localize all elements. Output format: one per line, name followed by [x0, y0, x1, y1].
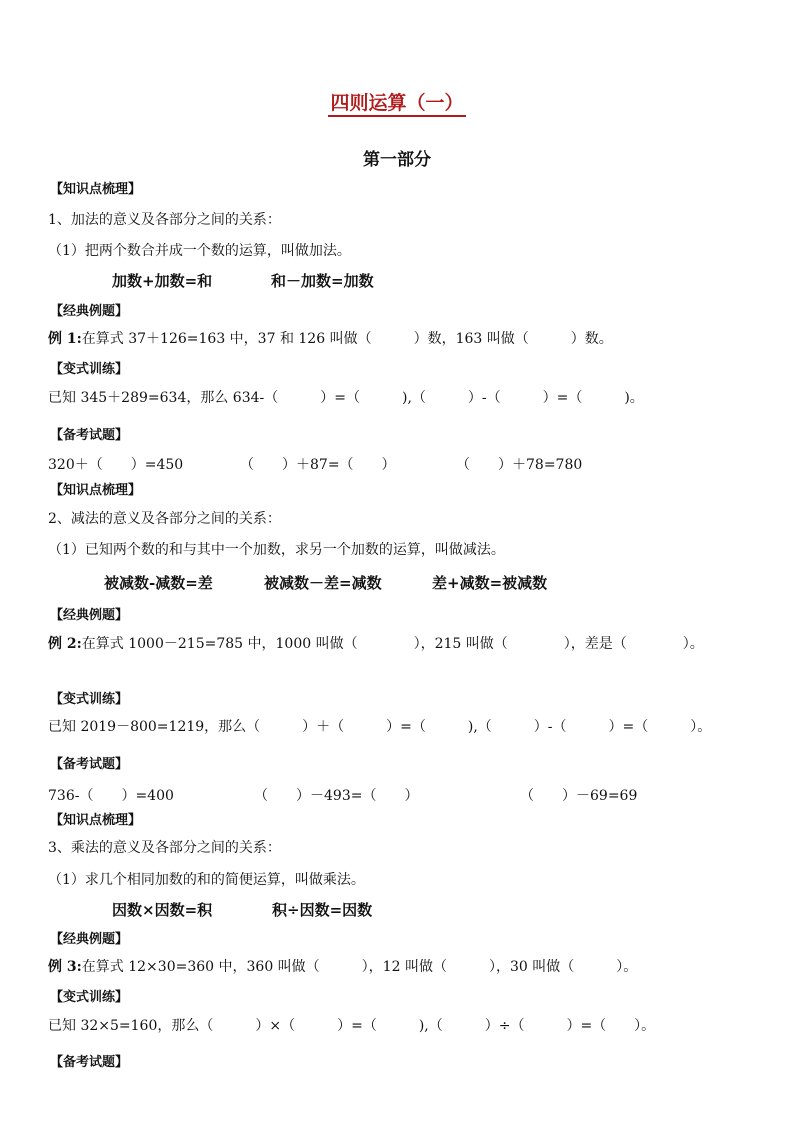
training-header-1: 【变式训练】 [50, 362, 129, 377]
example-header-3: 【经典例题】 [50, 932, 129, 947]
addition-formula-2: 和－加数=加数 [271, 272, 374, 290]
multiplication-definition: （1）求几个相同加数的和的简便运算，叫做乘法。 [48, 872, 365, 888]
example-3-label: 例 3: [48, 959, 82, 975]
training-1: 已知 345＋289=634，那么 634-（ ）=（ ),（ ）-（ ）=（ )。 [48, 390, 644, 406]
example-1-text: 在算式 37＋126=163 中，37 和 126 叫做（ ）数，163 叫做（ ）数。 [81, 331, 613, 347]
knowledge-header-2: 【知识点梳理】 [50, 483, 142, 498]
exam-2-q1: 736-（ ）=400 [48, 788, 174, 804]
exam-1-q3: （ ）＋78=780 [456, 457, 583, 473]
example-2-label: 例 2: [48, 636, 82, 652]
exam-header-1: 【备考试题】 [50, 428, 129, 443]
subtraction-definition: （1）已知两个数的和与其中一个加数，求另一个加数的运算，叫做减法。 [48, 542, 505, 558]
example-2-text: 在算式 1000－215=785 中，1000 叫做（ ），215 叫做（ ），差是（ ）。 [81, 636, 704, 652]
example-3-text: 在算式 12×30=360 中，360 叫做（ ），12 叫做（ ），30 叫做（ ）。 [81, 959, 638, 975]
subtraction-formula-1: 被减数-减数=差 [104, 574, 213, 592]
example-header-2: 【经典例题】 [50, 608, 129, 623]
exam-header-3: 【备考试题】 [50, 1055, 129, 1070]
multiplication-heading: 3、乘法的意义及各部分之间的关系： [48, 840, 281, 856]
subtraction-formula-2: 被减数－差=减数 [264, 574, 382, 592]
training-3: 已知 32×5=160，那么（ ）×（ ）=（ ),（ ）÷（ ）=（ ）。 [48, 1018, 656, 1034]
knowledge-header-3: 【知识点梳理】 [50, 813, 142, 828]
training-header-3: 【变式训练】 [50, 990, 129, 1005]
example-1 [48, 329, 613, 349]
knowledge-header-1: 【知识点梳理】 [50, 182, 142, 197]
exam-1-q1: 320＋（ ）=450 [48, 457, 184, 473]
section-subtitle: 第一部分 [363, 150, 431, 170]
example-header-1: 【经典例题】 [50, 304, 129, 319]
multiplication-formula-2: 积÷因数=因数 [272, 901, 373, 919]
multiplication-formula-1: 因数×因数=积 [112, 901, 213, 919]
example-2 [48, 634, 704, 654]
document-title: 四则运算（一） [0, 88, 794, 115]
exam-1-q2: （ ）＋87=（ ） [240, 457, 396, 473]
exam-header-2: 【备考试题】 [50, 757, 129, 772]
training-header-2: 【变式训练】 [50, 692, 129, 707]
addition-formula-1: 加数+加数=和 [112, 272, 213, 290]
example-3 [48, 957, 637, 977]
training-2: 已知 2019－800=1219，那么（ ）＋（ ）=（ ),（ ）-（ ）=（ ）。 [48, 719, 712, 735]
example-1-label: 例 1: [48, 331, 82, 347]
exam-2-q2: （ ）－493=（ ） [254, 788, 419, 804]
subtraction-formula-3: 差+减数=被减数 [432, 574, 548, 592]
exam-2-q3: （ ）－69=69 [520, 788, 638, 804]
addition-definition: （1）把两个数合并成一个数的运算，叫做加法。 [48, 243, 351, 259]
subtraction-heading: 2、减法的意义及各部分之间的关系： [48, 511, 281, 527]
addition-heading: 1、加法的意义及各部分之间的关系： [48, 212, 281, 228]
